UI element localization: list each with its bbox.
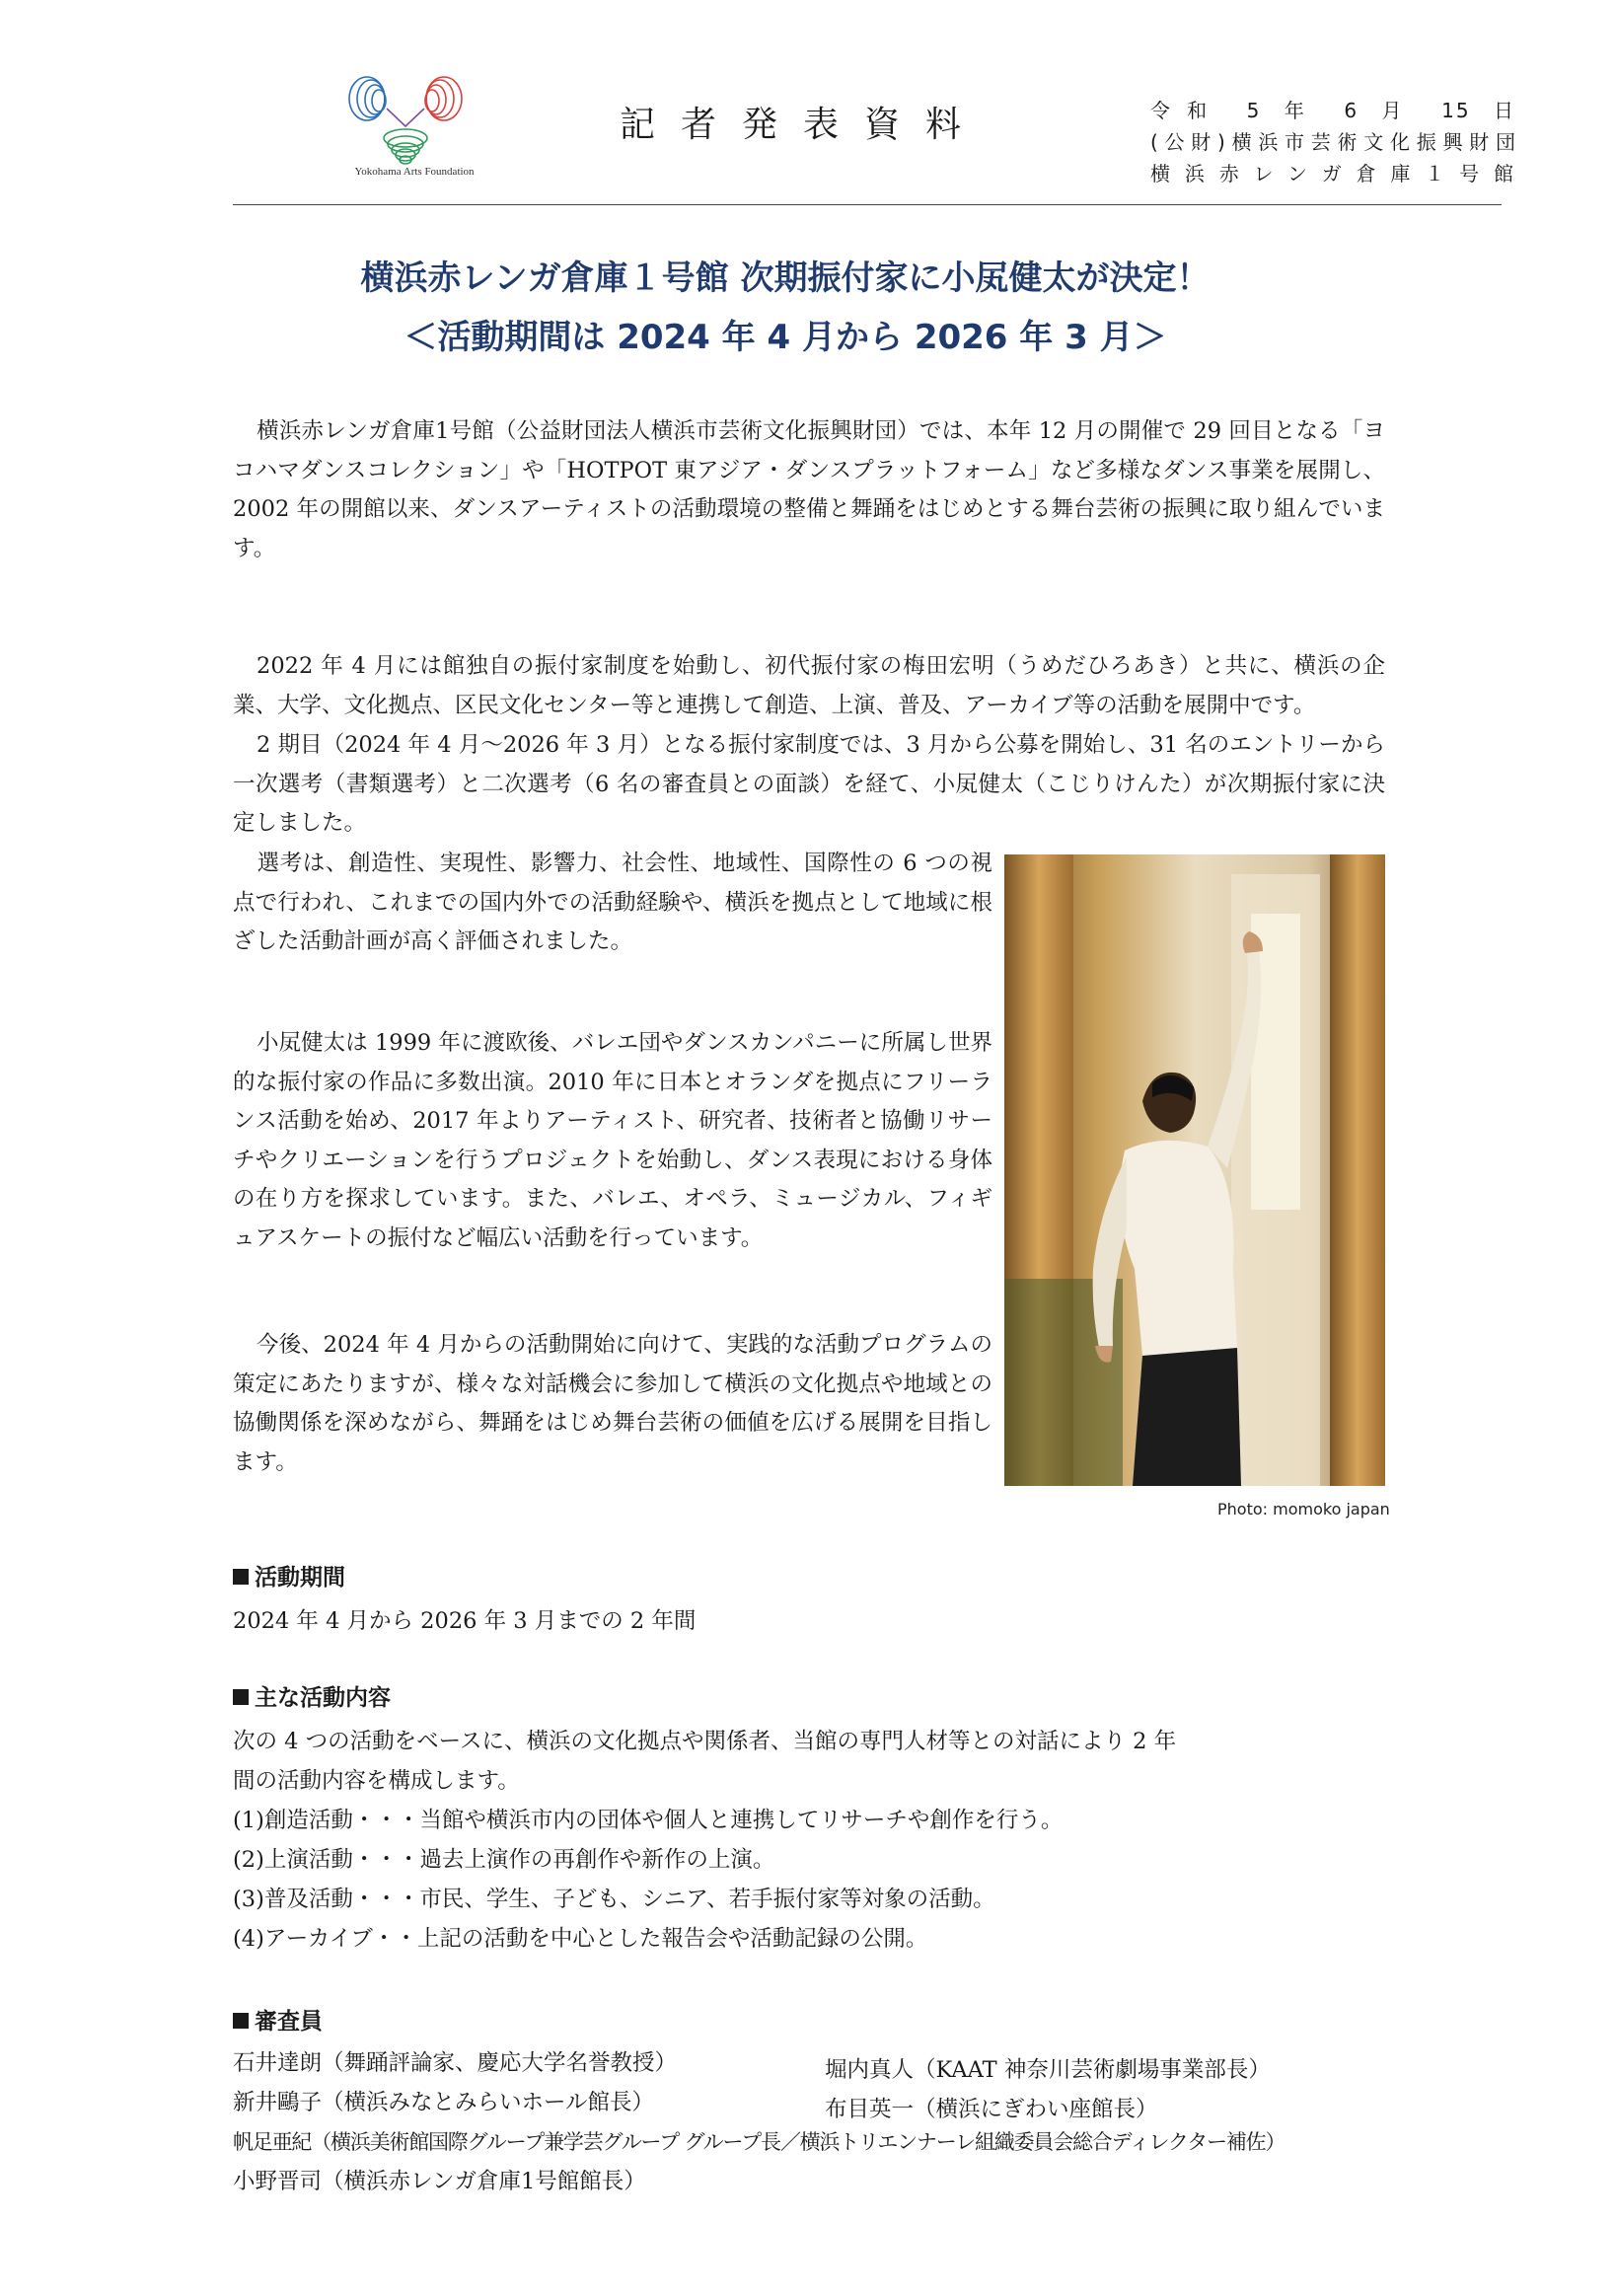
issuing-venue: 横浜赤レンガ倉庫１号館 <box>1150 162 1515 185</box>
section-heading-judges: 審査員 <box>233 2003 323 2036</box>
body-paragraph: 小㞍健太は 1999 年に渡欧後、バレエ団やダンスカンパニーに所属し世界的な振付家の作品に多数出演。2010 年に日本とオランダを拠点にフリーランス活動を始め、2017 年よりアーティスト、研究者、技術者と協働リサーチやクリエーションを行うプロジェクトを始動し、ダンス表現における身体の在り方を探求しています。また、バレエ、オペラ、ミュージカル、フィギュアスケートの振付など幅広い活動を行っています。 <box>233 1030 992 1251</box>
activity-item: (4)アーカイブ・・上記の活動を中心とした報告会や活動記録の公開。 <box>233 1926 928 1952</box>
logo-caption: Yokohama Arts Foundation <box>354 166 475 178</box>
activity-item: (1)創造活動・・・当館や横浜市内の団体や個人と連携してリサーチや創作を行う。 <box>233 1808 1064 1833</box>
activities-intro: 次の 4 つの活動をベースに、横浜の文化拠点や関係者、当館の専門人材等との対話により 2 年 <box>233 1729 1177 1754</box>
body-paragraph: 今後、2024 年 4 月からの活動開始に向けて、実践的な活動プログラムの策定にあたりますが、様々な対話機会に参加して横浜の文化拠点や地域との協働関係を深めながら、舞踊をはじめ舞台芸術の価値を広げる展開を目指します。 <box>233 1332 992 1475</box>
judge-entry: 石井達朗（舞踊評論家、慶応大学名誉教授） <box>233 2050 678 2076</box>
judge-entry: 小野晋司（横浜赤レンガ倉庫1号館館長） <box>233 2169 646 2194</box>
photo-credit: Photo: momoko japan <box>1217 1500 1390 1518</box>
judge-entry: 堀内真人（KAAT 神奈川芸術劇場事業部長） <box>825 2057 1271 2083</box>
square-bullet-icon <box>233 1569 249 1585</box>
body-paragraph: 選考は、創造性、実現性、影響力、社会性、地域性、国際性の 6 つの視点で行われ、これまでの国内外での活動経験や、横浜を拠点として地域に根ざした活動計画が高く評価されました。 <box>233 851 992 954</box>
header-issuer-block <box>1150 95 1515 189</box>
issuing-organization: (公財)横浜市芸術文化振興財団 <box>1150 130 1515 154</box>
body-paragraph: 横浜赤レンガ倉庫1号館（公益財団法人横浜市芸術文化振興財団）では、本年 12 月の開催で 29 回目となる「ヨコハマダンスコレクション」や「HOTPOT 東アジア・ダンスプラットフォーム」など多様なダンス事業を展開し、2002 年の開館以来、ダンスアーティストの活動環境の整備と舞踊をはじめとする舞台芸術の振興に取り組んでいます。 <box>233 418 1385 561</box>
section-heading-period: 活動期間 <box>233 1559 345 1592</box>
square-bullet-icon <box>233 1689 249 1705</box>
issue-date: 令和 5 年 6 月 15 日 <box>1150 99 1515 122</box>
activity-item: (2)上演活動・・・過去上演作の再創作や新作の上演。 <box>233 1847 775 1873</box>
square-bullet-icon <box>233 2013 249 2029</box>
press-release-title: 横浜赤レンガ倉庫１号館 次期振付家に小㞍健太が決定！ <box>360 259 1211 298</box>
dancer-photo <box>1004 854 1385 1486</box>
section-heading-activities: 主な活動内容 <box>233 1679 391 1712</box>
judge-entry: 新井鷗子（横浜みなとみらいホール館長） <box>233 2090 655 2115</box>
judge-entry: 布目英一（横浜にぎわい座館長） <box>825 2097 1158 2122</box>
press-release-subtitle: ＜活動期間は 2024 年 4 月から 2026 年 3 月＞ <box>404 318 1167 357</box>
activities-intro: 間の活動内容を構成します。 <box>233 1768 520 1794</box>
body-paragraph: 2022 年 4 月には館独自の振付家制度を始動し、初代振付家の梅田宏明（うめだひろあき）と共に、横浜の企業、大学、文化拠点、区民文化センター等と連携して創造、上演、普及、アーカイブ等の活動を展開中です。 <box>233 653 1385 718</box>
activity-item: (3)普及活動・・・市民、学生、子ども、シニア、若手振付家等対象の活動。 <box>233 1887 995 1912</box>
body-paragraph: 2 期目（2024 年 4 月～2026 年 3 月）となる振付家制度では、3 月から公募を開始し、31 名のエントリーから一次選考（書類選考）と二次選考（6 名の審査員との面談）を経て、小㞍健太（こじりけんた）が次期振付家に決定しました。 <box>233 732 1385 836</box>
document-type-heading: 記者発表資料 <box>620 105 988 145</box>
judge-entry: 帆足亜紀（横浜美術館国際グループ兼学芸グループ グループ長／横浜トリエンナーレ組織委員会総合ディレクター補佐） <box>233 2130 1285 2154</box>
period-text: 2024 年 4 月から 2026 年 3 月までの 2 年間 <box>233 1608 697 1634</box>
header-divider <box>233 204 1502 205</box>
